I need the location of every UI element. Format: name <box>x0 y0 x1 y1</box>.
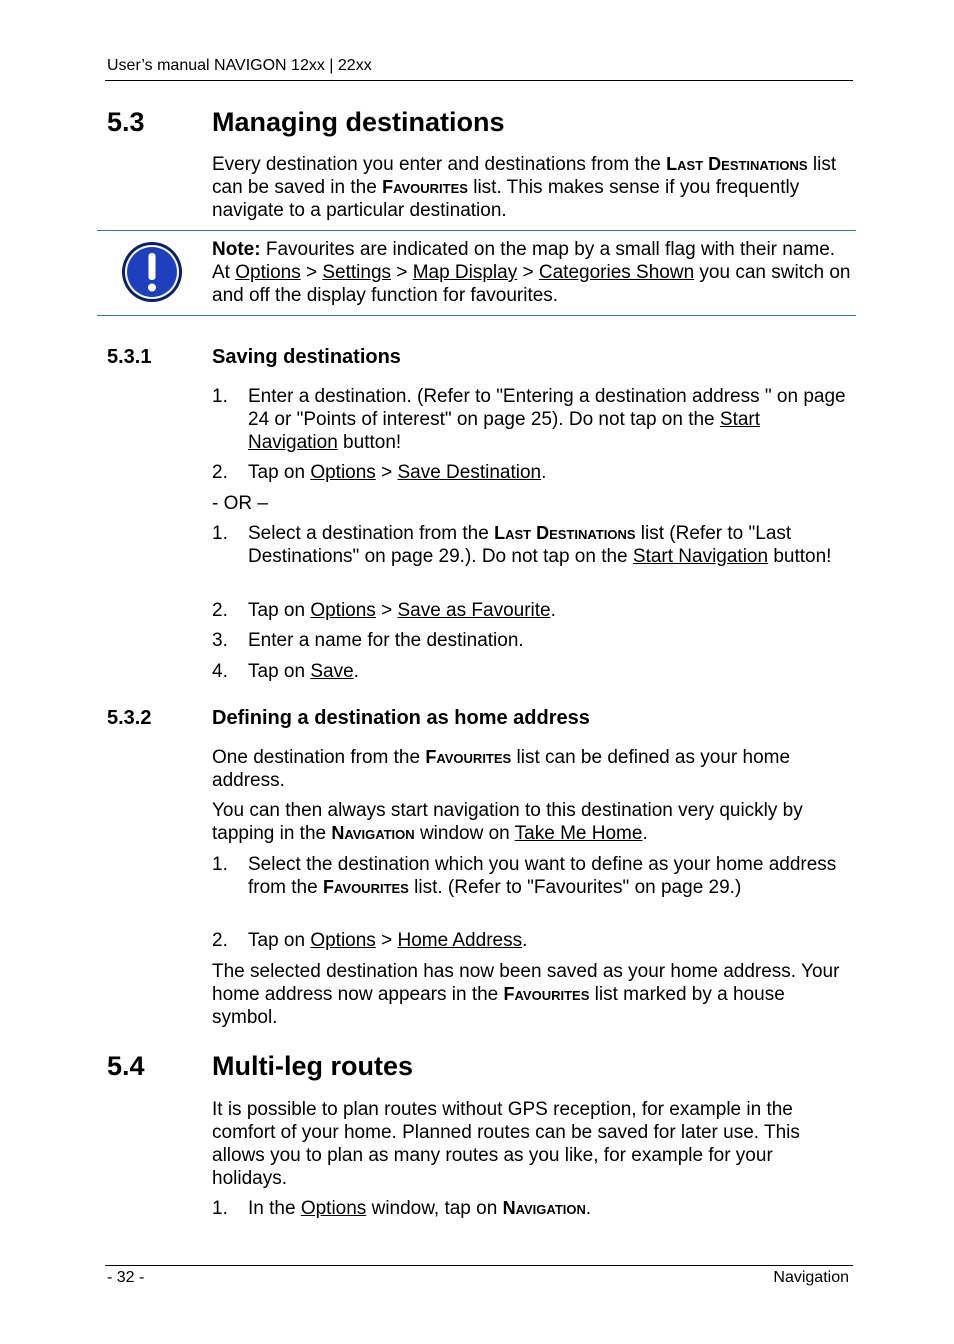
take-me-home-link[interactable]: Take Me Home <box>514 823 643 844</box>
section-title: Defining a destination as home address <box>212 707 590 729</box>
section-number: 5.4 <box>107 1051 145 1081</box>
item-number: 2. <box>212 930 228 951</box>
text: You can then always start navigation to this destination very quickly by tapping in the <box>212 800 803 844</box>
options-link[interactable]: Options <box>300 1198 367 1219</box>
text: list (Refer to "Last Destinations" on page 29.). Do not tap on the <box>248 523 792 567</box>
section-number: 5.3 <box>107 107 145 137</box>
text: . <box>585 1198 592 1219</box>
page-number: - 32 - <box>107 1269 145 1286</box>
separator: > <box>300 262 323 283</box>
note-bottom-rule <box>97 315 856 316</box>
text: The selected destination has now been saved as your home address. Your home address now appears in the <box>212 961 840 1005</box>
options-link[interactable]: Options <box>235 262 301 283</box>
navigation-term: Navigation <box>502 1198 586 1218</box>
paragraph <box>212 1098 852 1190</box>
home-address-link[interactable]: Home Address <box>397 930 523 951</box>
intro-paragraph <box>212 153 852 222</box>
text: window on <box>414 823 515 844</box>
text: list can be defined as your home address. <box>212 747 791 791</box>
item-number: 1. <box>212 1198 228 1219</box>
text: . <box>550 600 556 621</box>
paragraph <box>212 960 852 1029</box>
section-number: 5.3.1 <box>107 346 152 368</box>
paragraph <box>212 746 852 792</box>
item-number: 1. <box>212 523 228 544</box>
item-number: 4. <box>212 661 228 682</box>
section-title: Multi-leg routes <box>212 1051 413 1081</box>
exclamation-icon <box>120 240 184 304</box>
text: Enter a destination. (Refer to "Entering a destination address " on page 24 or "Points of interest" on page 25). Do not tap on the <box>248 386 846 430</box>
item-number: 2. <box>212 600 228 621</box>
text: button! <box>768 546 832 567</box>
text: Every destination you enter and destinations from the <box>212 154 667 175</box>
text: In the <box>248 1198 301 1219</box>
favourites-term: Favourites <box>382 177 468 197</box>
list-item <box>212 929 852 952</box>
text: Select a destination from the <box>248 523 495 544</box>
settings-link[interactable]: Settings <box>322 262 392 283</box>
text: Favourites are indicated on the map by a small flag with their name. At <box>212 239 836 283</box>
text: . <box>522 930 528 951</box>
text: . <box>353 661 359 682</box>
start-navigation-link[interactable]: Start Navigation <box>632 546 769 567</box>
separator: > <box>375 600 398 621</box>
header-rule <box>105 80 853 81</box>
item-number: 1. <box>212 386 228 407</box>
favourites-term: Favourites <box>503 984 590 1004</box>
list-item <box>212 385 852 454</box>
text: you can switch on and off the display function for favourites. <box>212 262 851 306</box>
paragraph <box>212 799 852 845</box>
text: Select the destination which you want to define as your home address from the <box>248 854 837 898</box>
text: Tap on <box>248 600 311 621</box>
text: Tap on <box>248 930 311 951</box>
text: list. (Refer to "Favourites" on page 29.) <box>408 877 742 898</box>
list-item <box>212 461 852 484</box>
map-display-link[interactable]: Map Display <box>412 262 518 283</box>
running-header: User’s manual NAVIGON 12xx | 22xx <box>107 57 372 74</box>
options-link[interactable]: Options <box>310 462 376 483</box>
list-item <box>212 853 852 899</box>
text: Tap on <box>248 462 311 483</box>
text: It is possible to plan routes without GPS reception, for example in the comfort of your home. Planned routes can be saved for later use. This allows you to plan as many routes as you like, for example for your holidays. <box>212 1099 800 1189</box>
options-link[interactable]: Options <box>310 600 376 621</box>
separator: > <box>391 262 413 283</box>
section-title: Managing destinations <box>212 107 505 137</box>
note-label: Note: <box>212 239 261 260</box>
footer-section-name: Navigation <box>773 1269 849 1286</box>
or-separator: - OR – <box>212 493 268 514</box>
list-item <box>212 522 852 568</box>
text: . <box>541 462 547 483</box>
footer-rule <box>105 1265 853 1266</box>
list-item <box>212 660 852 683</box>
separator: > <box>375 462 398 483</box>
section-number: 5.3.2 <box>107 707 152 729</box>
separator: > <box>375 930 398 951</box>
text: Enter a name for the destination. <box>248 630 524 651</box>
note-text <box>212 238 852 307</box>
save-link[interactable]: Save <box>310 661 354 682</box>
text: Tap on <box>248 661 311 682</box>
text: list marked by a house symbol. <box>212 984 785 1028</box>
last-destinations-term: Last Destinations <box>494 523 636 543</box>
text: list. This makes sense if you frequently navigate to a particular destination. <box>212 177 800 221</box>
navigation-term: Navigation <box>331 823 415 843</box>
favourites-term: Favourites <box>425 747 512 767</box>
note-top-rule <box>97 230 856 231</box>
item-number: 2. <box>212 462 228 483</box>
item-number: 3. <box>212 630 228 651</box>
list-item <box>212 1197 852 1220</box>
text: window, tap on <box>366 1198 503 1219</box>
text: One destination from the <box>212 747 426 768</box>
separator: > <box>517 262 539 283</box>
options-link[interactable]: Options <box>310 930 376 951</box>
list-item <box>212 629 852 652</box>
start-navigation-link[interactable]: Start Navigation <box>248 409 761 453</box>
last-destinations-term: Last Destinations <box>666 154 808 174</box>
text: button! <box>337 432 402 453</box>
item-number: 1. <box>212 854 228 875</box>
section-title: Saving destinations <box>212 346 401 368</box>
save-destination-link[interactable]: Save Destination <box>397 462 542 483</box>
save-as-favourite-link[interactable]: Save as Favourite <box>397 600 551 621</box>
text: . <box>642 823 648 844</box>
text: list can be saved in the <box>212 154 837 198</box>
list-item <box>212 599 852 622</box>
favourites-term: Favourites <box>322 877 409 897</box>
categories-shown-link[interactable]: Categories Shown <box>538 262 695 283</box>
